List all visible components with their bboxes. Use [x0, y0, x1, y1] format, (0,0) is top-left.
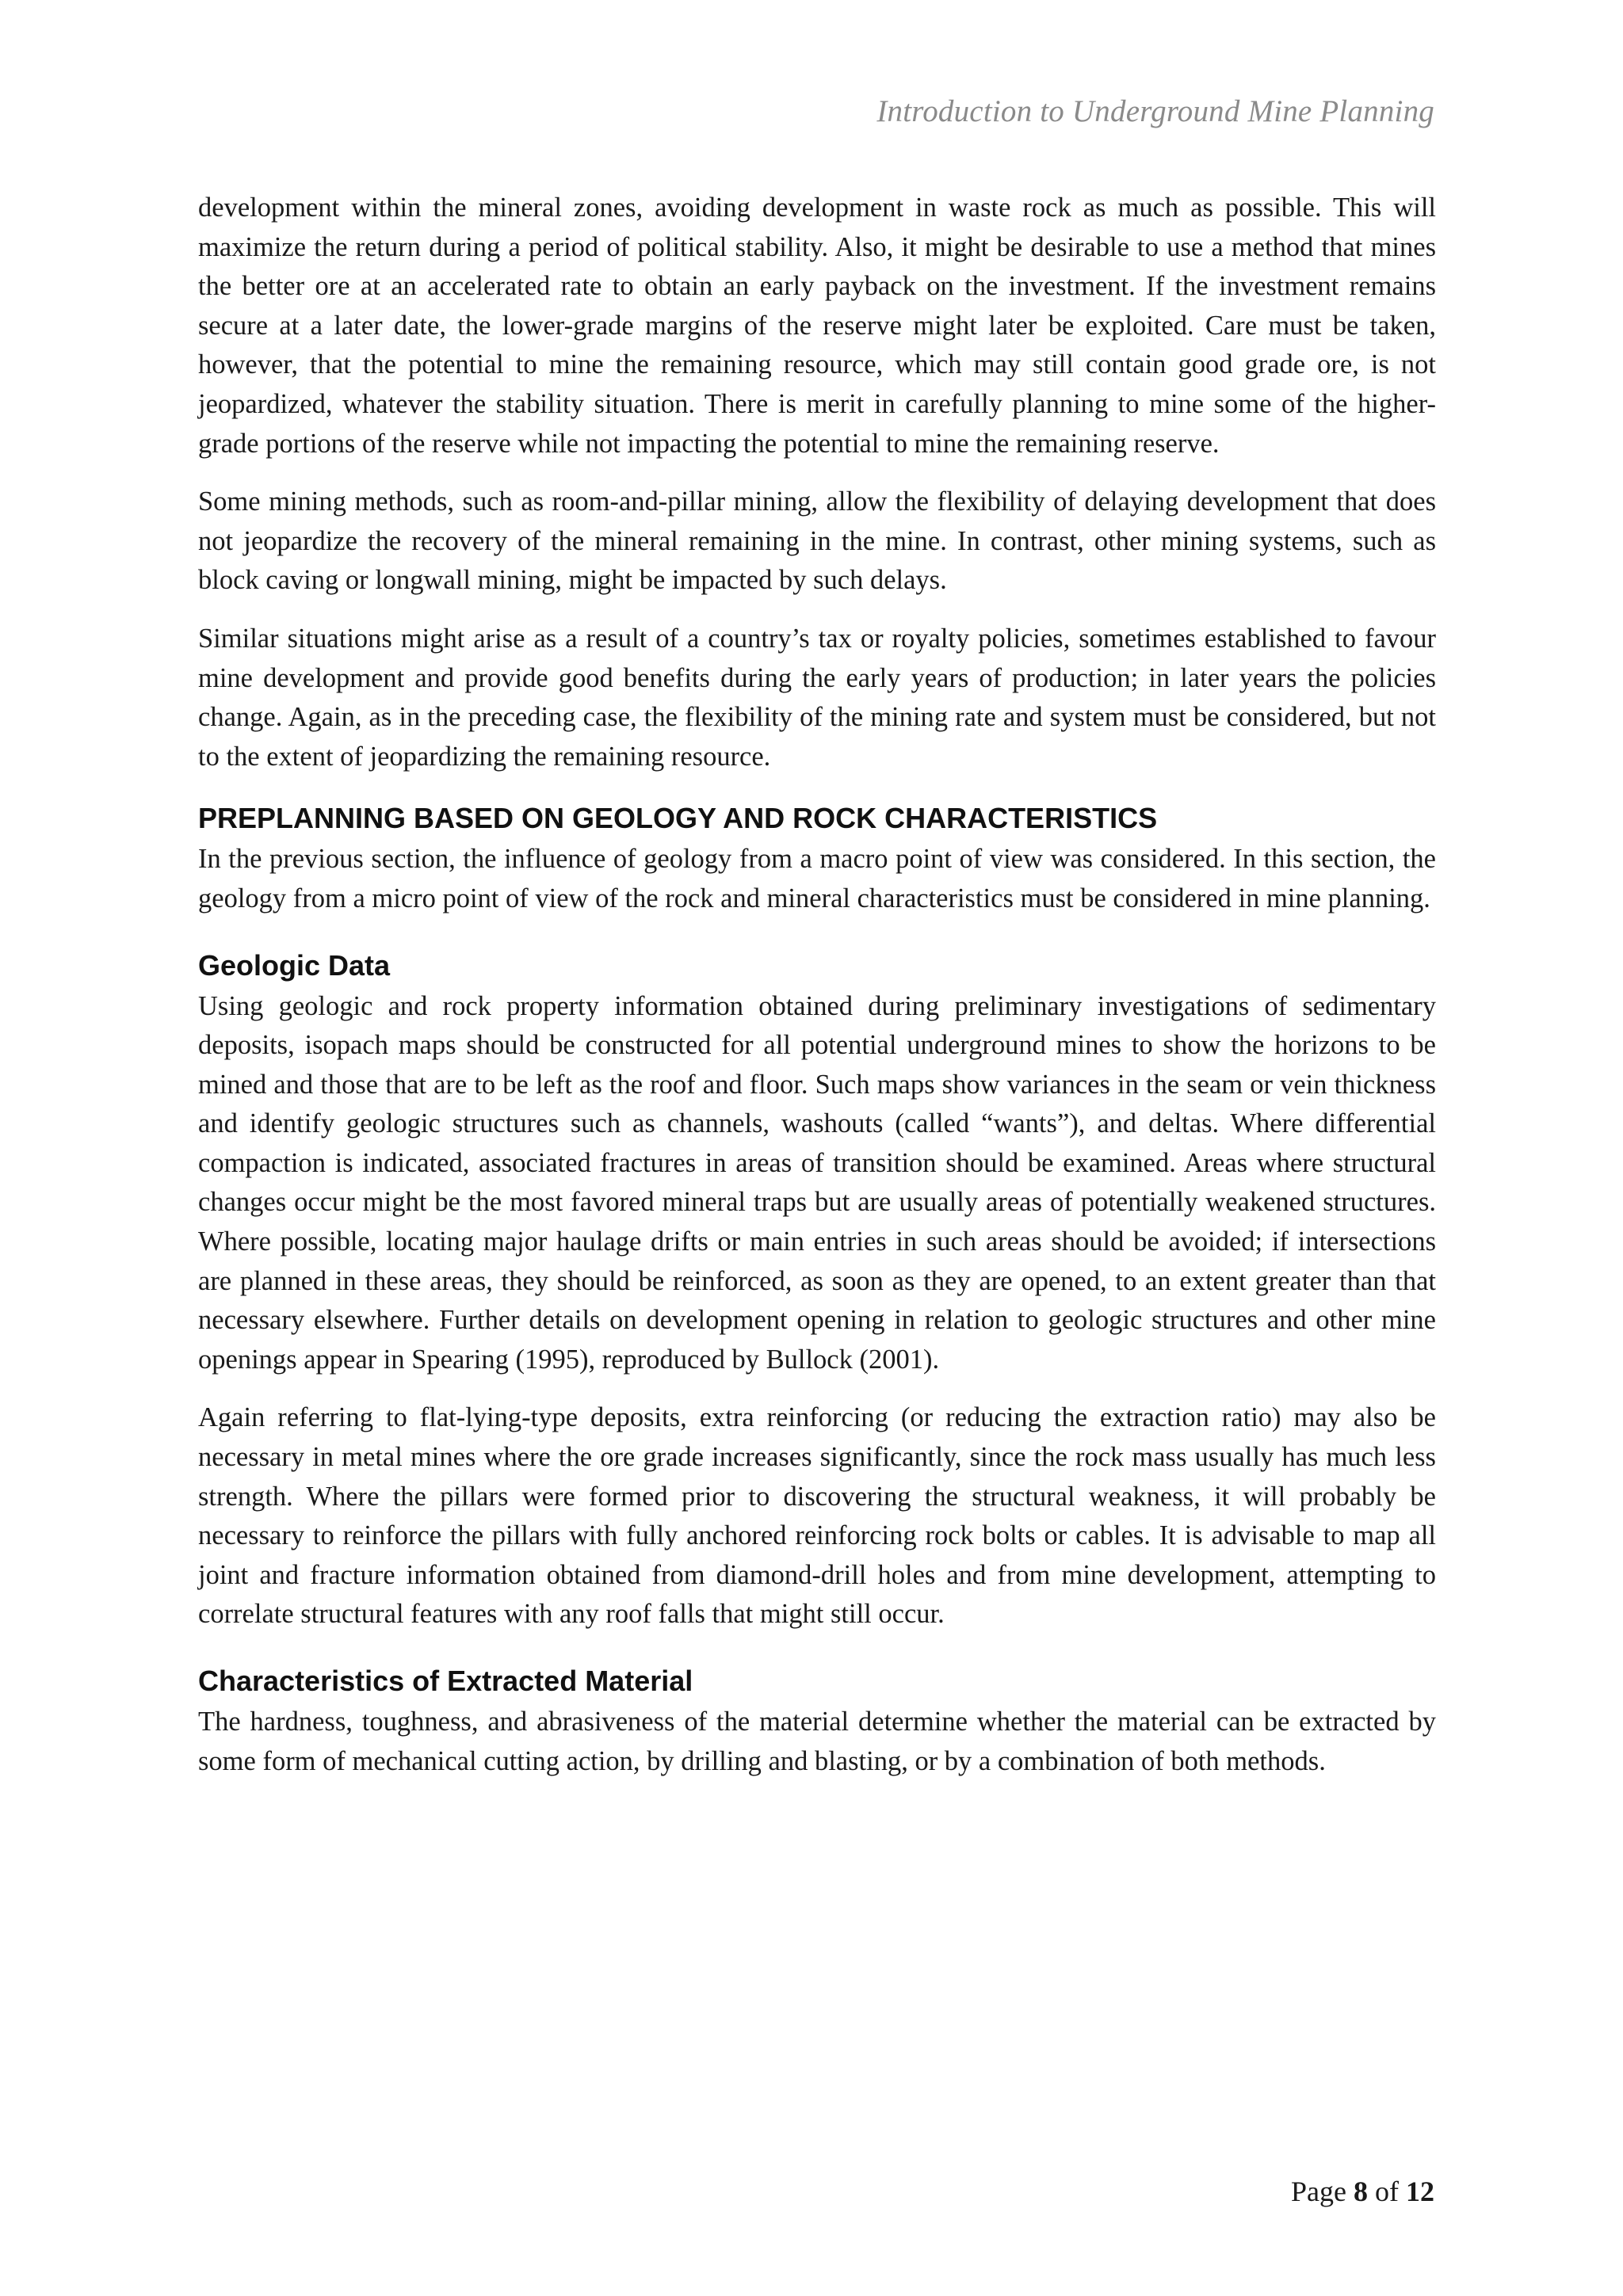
- paragraph-7: The hardness, toughness, and abrasiveness of the material determine whether the material can be extracted by some form of mechanical cutting action, by drilling and blasting, or by a combination of both methods.: [198, 1707, 1436, 1776]
- paragraph-4: In the previous section, the influence of geology from a macro point of view was considered. In this section, the geology from a micro point of view of the rock and mineral characteristics must be considered in mine planning.: [198, 844, 1436, 913]
- paragraph-1: development within the mineral zones, avoiding development in waste rock as much as possible. This will maximize the return during a period of political stability. Also, it might be desirable to use a method that mines the better ore at an accelerated rate to obtain an early payback on the investment. If the investment remains secure at a later date, the lower-grade margins of the reserve might later be exploited. Care must be taken, however, that the potential to mine the remaining resource, which may still contain good grade ore, is not jeopardized, whatever the stability situation. There is merit in carefully planning to mine some of the higher-grade portions of the reserve while not impacting the potential to mine the remaining reserve.: [198, 193, 1436, 459]
- subheading-geologic-data: Geologic Data: [198, 948, 391, 982]
- paragraph-2: Some mining methods, such as room-and-pillar mining, allow the flexibility of delaying development that does not jeopardize the recovery of the mineral remaining in the mine. In contrast, other mining systems, such as block caving or longwall mining, might be impacted by such delays.: [198, 486, 1436, 596]
- page-number: [1291, 2175, 1434, 2208]
- page-content: [198, 189, 1436, 1800]
- subheading-extracted-material: Characteristics of Extracted Material: [198, 1665, 693, 1697]
- current-page: 8: [1354, 2176, 1368, 2207]
- total-pages: 12: [1406, 2176, 1434, 2207]
- paragraph-3: Similar situations might arise as a result of a country’s tax or royalty policies, sometimes established to favour mine development and provide good benefits during the early years of production; in later years the policies change. Again, as in the preceding case, the flexibility of the mining rate and system must be considered, but not to the extent of jeopardizing the remaining resource.: [198, 623, 1436, 772]
- running-header: Introduction to Underground Mine Planning: [876, 94, 1434, 128]
- page-word: Page: [1291, 2176, 1346, 2207]
- paragraph-5: Using geologic and rock property information obtained during preliminary investigations of sedimentary deposits, isopach maps should be constructed for all potential underground mines to show the horizons to be mined and those that are to be left as the roof and floor. Such maps show variances in the seam or vein thickness and identify geologic structures such as channels, washouts (called “wants”), and deltas. Where differential compaction is indicated, associated fractures in areas of transition should be examined. Areas where structural changes occur might be the most favored mineral traps but are usually areas of potentially weakened structures. Where possible, locating major haulage drifts or main entries in such areas should be avoided; if intersections are planned in these areas, they should be reinforced, as soon as they are opened, to an extent greater than that necessary elsewhere. Further details on development opening in relation to geologic structures and other mine openings appear in Spearing (1995), reproduced by Bullock (2001).: [198, 990, 1436, 1375]
- section-heading: PREPLANNING BASED ON GEOLOGY AND ROCK CHARACTERISTICS: [198, 802, 1158, 835]
- paragraph-6: Again referring to flat-lying-type deposits, extra reinforcing (or reducing the extraction ratio) may also be necessary in metal mines where the ore grade increases significantly, since the rock mass usually has much less strength. Where the pillars were formed prior to discovering the structural weakness, it will probably be necessary to reinforce the pillars with fully anchored reinforcing rock bolts or cables. It is advisable to map all joint and fracture information obtained from diamond-drill holes and from mine development, attempting to correlate structural features with any roof falls that might still occur.: [198, 1402, 1436, 1630]
- of-word: of: [1375, 2176, 1399, 2207]
